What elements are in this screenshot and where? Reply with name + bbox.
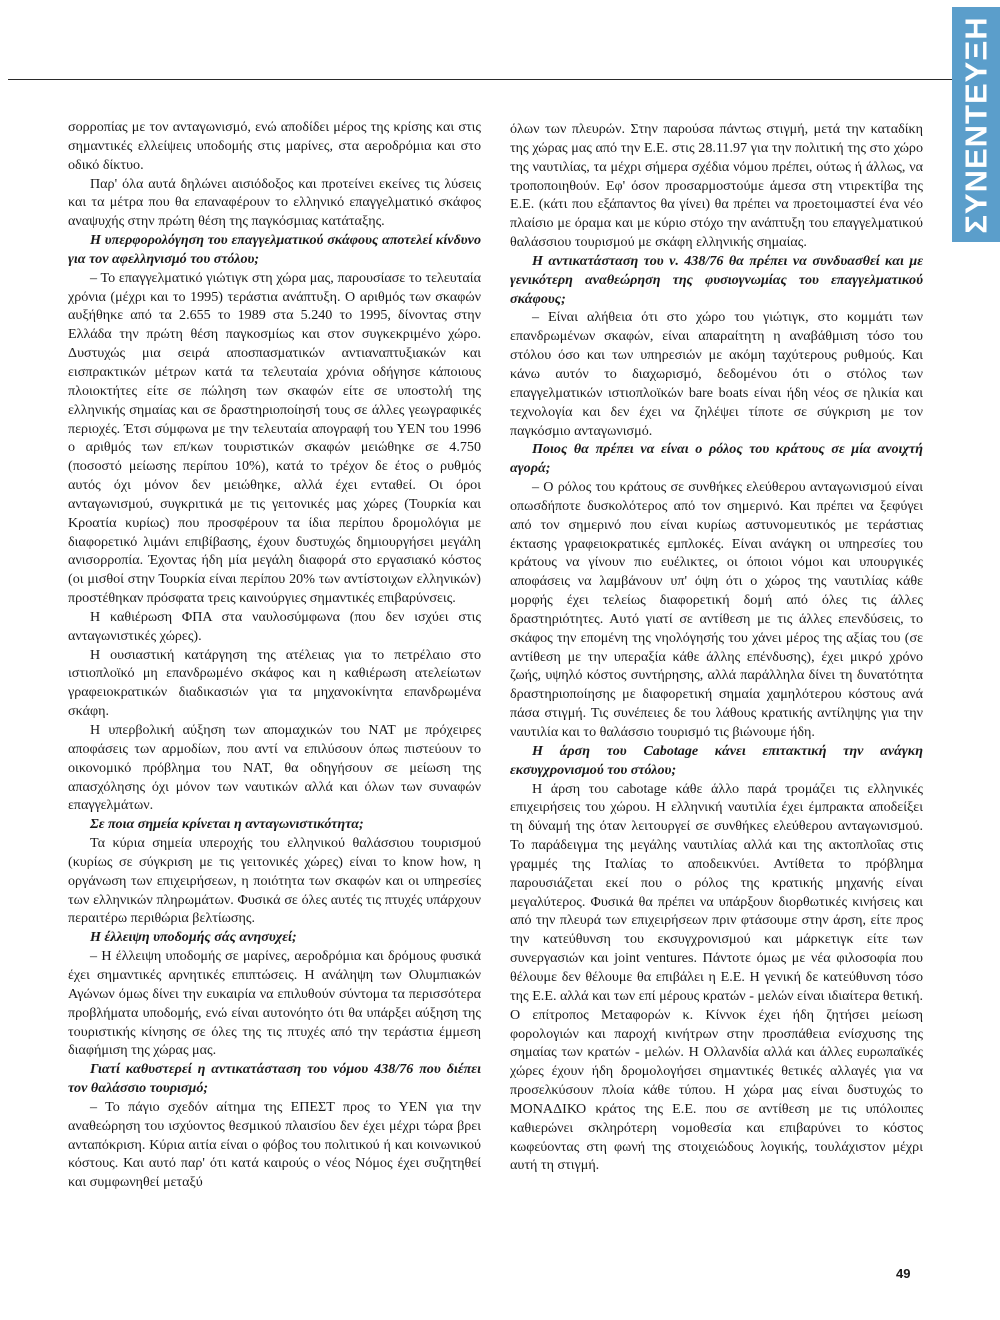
page-number: 49	[896, 1266, 911, 1281]
question-heading: Η αντικατάσταση του ν. 438/76 θα πρέπει να συνδυασθεί και με γενικότερη αναθεώρηση της φυσιογνωμίας του επαγγελματικού σκάφους;	[510, 252, 923, 307]
paragraph: – Ο ρόλος του κράτους σε συνθήκες ελεύθερου ανταγωνισμού είναι οπωσδήποτε δυσκολότερος από τον σημερινό. Και πρέπει να ξεφύγει από τον σημερινό που είναι κυρίως αστυνομευτικός με τεράστιας έκτασης γραφειοκρατικές εμπλοκές. Είναι ανάγκη οι υπηρεσίες του κράτους να γίνουν πιο ευέλικτες, οι όποιοι νόμοι και υπουργικές αποφάσεις να λαμβάνουν υπ' όψη ότι ο χώρος της ναυτιλίας κάθε μορφής έχει τελείως διαφορετική δομή από όλες τις άλλες δραστηριότητες. Αυτό γιατί σε αντίθεση με τις άλλες επενδύσεις, το σκάφος την επομένη της νηολόγησής του χάνει μέρος της αξίας του (σε αντίθεση με την υπεραξία κάθε άλλης επένδυσης), έχει μικρό χρόνο ζωής, υψηλό κόστος συντήρησης, αλλά παράλληλα δίνει τη δυνατότητα δραστηριοποίησης με διαφορετική σημαία χαμηλότερου κόστους ανά πάσα στιγμή. Τις συνέπειες δε του λάθους κρατικής αντίληψης για την ναυτιλία και το θαλάσσιο τουρισμό τις βιώνουμε ήδη.	[510, 479, 923, 740]
paragraph: Παρ' όλα αυτά δηλώνει αισιόδοξος και προτείνει εκείνες τις λύσεις και τα μέτρα που θα επαναφέρουν το ελληνικό επαγγελματικό σκάφος αναψυχής στην πρώτη θέση της παγκόσμιας κατάταξης.	[68, 175, 481, 230]
question-heading: Η έλλειψη υποδομής σάς ανησυχεί;	[90, 929, 297, 946]
paragraph: – Το επαγγελματικό γιώτιγκ στη χώρα μας, παρουσίασε το τελευταία χρόνια (μέχρι και το 1995) τεράστια ανάπτυξη. Ο αριθμός των σκαφών αυξήθηκε από τα 2.655 το 1989 στα 5.240 το 1995, δίνοντας στην Ελλάδα την πρώτη θέση παγκοσμίως και στον συγκεκριμένο χώρο. Δυστυχώς μια σειρά αποσπασματικών αντιαναπτυξιακών και εισπρακτικών μέτρων κατά τα τελευταία χρόνια οδήγησε κάποιους πλοιοκτήτες είτε σε πώληση των σκαφών είτε σε υποστολή της ελληνικής σημαίας και σε δραστηριοποίησή τους σε άλλες γεωγραφικές περιοχές. Έτσι σύμφωνα με την τελευταία απογραφή του ΥΕΝ του 1996 ο αριθμός των επ/κων τουριστικών σκαφών μειώθηκε σε 4.750 (ποσοστό μείωσης περίπου 10%), κατά το τρέχον δε έτος ο ρυθμός αυτός όχι μόνον δεν μειώθηκε, αλλά έχει ενταθεί. Οι όροι ανταγωνισμού, συγκριτικά με τις γειτονικές μας χώρες (Τουρκία και Κροατία κυρίως) που προσφέρουν τα ίδια περίπου δρομολόγια με διαφορετικό λιμάνι επιβίβασης, έχουν δυστυχώς δημιουργήσει μεγάλη ανισορροπία. Έχοντας ήδη μία μεγάλη διαφορά στο εργασιακό κόστος (οι μισθοί στην Τουρκία είναι περίπου 20% των αντίστοιχων ελληνικών) προστέθηκαν πρόσφατα τρεις καινούργιες σημαντικές επιβαρύνσεις.	[68, 269, 481, 607]
paragraph: – Είναι αλήθεια ότι στο χώρο του γιώτιγκ, στο κομμάτι των επανδρωμένων σκαφών, είναι απαραίτητη η αναβάθμιση τόσο του στόλου όσο και των υπηρεσιών με ακόμη ταχύτερους ρυθμούς. Και κάνω αυτόν το διαχωρισμό, δεδομένου ότι ο στόλος των επαγγελματικών ιστιοπλοϊκών bare boats είναι ήδη νέος σε ηλικία και τεχνολογία και δεν έχει να ζηλέψει τίποτε σε σύγκριση με τον παγκόσμιο ανταγωνισμό.	[510, 309, 923, 439]
question-heading: Η υπερφορολόγηση του επαγγελματικού σκάφους αποτελεί κίνδυνο για τον αφελληνισμό του στόλου;	[68, 232, 481, 267]
paragraph: σορροπίας με τον ανταγωνισμό, ενώ αποδίδει μέρος της κρίσης και στις σημαντικές ελλείψεις υποδομής στις μαρίνες, στα αεροδρόμια και στο οδικό δίκτυο.	[68, 119, 481, 173]
paragraph: Η καθιέρωση ΦΠΑ στα ναυλοσύμφωνα (που δεν ισχύει στις ανταγωνιστικές χώρες).	[68, 608, 481, 644]
right-column	[510, 120, 923, 1175]
section-tab-label: ΣΥΝΕΝΤΕΥΞΗ	[958, 15, 994, 234]
header-rule	[8, 79, 952, 80]
paragraph: όλων των πλευρών. Στην παρούσα πάντως στιγμή, μετά την καταδίκη της χώρας μας από την Ε.Ε. στις 28.11.97 για την πολιτική της στο χώρο της ναυτιλίας, τα μέχρι σήμερα σχέδια νόμου πρέπει, ούτως ή άλλως, να τροποποιηθούν. Εφ' όσον προσαρμοστούμε άμεσα στη ντιρεκτίβα της Ε.Ε. (κάτι που εξάπαντος θα γίνει) θα πρέπει να προετοιμαστεί ένα νέο πλαίσιο με όραμα και με κύριο στόχο την ανάπτυξη του επαγγελματικού θαλάσσιου τουρισμού με σκάφη ελληνικής σημαίας.	[510, 121, 923, 251]
paragraph: Η ουσιαστική κατάργηση της ατέλειας για το πετρέλαιο στο ιστιοπλοϊκό μη επανδρωμένο σκάφος και η καθιέρωση ατελείωτων γραφειοκρατικών διαδικασιών για τα μηχανοκίνητα επανδρωμένα σκάφη.	[68, 646, 481, 720]
section-tab	[952, 7, 1000, 242]
paragraph: Η υπερβολική αύξηση των απομαχικών του ΝΑΤ με πρόχειρες αποφάσεις των αρμοδίων, που αντί να επιλύσουν όπως πιστεύουν το οικονομικό πρόβλημα του ΝΑΤ, θα οδηγήσουν σε μείωση της απασχόλησης όχι μόνον των ναυτικών αλλά και όλων των συναφών επαγγελμάτων.	[68, 722, 481, 814]
left-column	[68, 118, 481, 1192]
question-heading: Γιατί καθυστερεί η αντικατάσταση του νόμου 438/76 που διέπει τον θαλάσσιο τουρισμό;	[68, 1061, 481, 1097]
question-heading: Ποιος θα πρέπει να είναι ο ρόλος του κράτους σε μία ανοιχτή αγορά;	[510, 441, 923, 477]
paragraph: Η άρση του cabotage κάθε άλλο παρά τρομάζει τις ελληνικές επιχειρήσεις του χώρου. Η ελληνική ναυτιλία έχει έμπρακτα αποδείξει τη δύναμή της όταν λειτουργεί σε συνθήκες ελεύθερου ανταγωνισμού. Το παράδειγμα της μεγάλης ναυτιλίας αλλά και της ακτοπλοΐας στις γραμμές της Ιταλίας το αποδεικνύει. Αντίθετα το πρόβλημα παρουσιάζεται εκεί που ο ρόλος της κρατικής μηχανής είναι μεγαλύτερος. Φυσικά θα πρέπει να υπάρξουν διορθωτικές κινήσεις και από την πλευρά των επιχειρήσεων πριν φτάσουμε στην άρση, είτε προς την κατεύθυνση του εκσυγχρονισμού και μάρκετιγκ είτε των συνεργασιών και joint ventures. Πάντοτε όμως με νέα φιλοσοφία που θέλουμε δεν θέλουμε θα επιβάλει η Ε.Ε. Η γενική δε κατεύθυνση τόσο της Ε.Ε. αλλά και των επί μέρους κρατών - μελών είναι ιδιαίτερα θετική. Ο επίτροπος Μεταφορών κ. Κίννοκ έχει ήδη ζητήσει μείωση φορολογιών και παροχή κινήτρων στην προσπάθεια ενίσχυσης της σημαίας των κρατών - μελών. Η Ολλανδία αλλά και άλλες ευρωπαϊκές χώρες έχουν ήδη δρομολογήσει σημαντικές θετικές αλλαγές για να προσελκύσουν πλοία κάθε τύπου. Η χώρα μας είναι δυστυχώς το ΜΟΝΑΔΙΚΟ κράτος της Ε.Ε. που σε αντίθεση με τις υπόλοιπες καθιερώνει σκληρότερη νομοθεσία και επιβαρύνει το κόστος κωφεύοντας στη φωνή της στοιχειώδους λογικής, τουλάχιστον μέχρι αυτή τη στιγμή.	[510, 780, 923, 1174]
question-heading: Σε ποια σημεία κρίνεται η ανταγωνιστικότητα;	[90, 816, 364, 833]
paragraph: Τα κύρια σημεία υπεροχής του ελληνικού θαλάσσιου τουρισμού (κυρίως σε σύγκριση με τις γειτονικές χώρες) είναι το know how, η οργάνωση των επιχειρήσεων, η ποιότητα των σκαφών και οι υπηρεσίες των ελληνικών πληρωμάτων. Φυσικά σε όλες αυτές τις πτυχές υπάρχουν περαιτέρω περιθώρια βελτίωσης.	[68, 835, 481, 927]
paragraph: – Η έλλειψη υποδομής σε μαρίνες, αεροδρόμια και δρόμους φυσικά έχει σημαντικές αρνητικές επιπτώσεις. Η ανάληψη των Ολυμπιακών Αγώνων όμως δίνει την ευκαιρία να επιλυθούν σύντομα τα περισσότερα προβλήματα υποδομής, ενώ είναι αυτονόητο ότι θα υπάρξει αύξηση της τουριστικής κίνησης σε όλες της τις πτυχές από την τεράστια έμμεση διαφήμιση της χώρας μας.	[68, 948, 481, 1059]
paragraph: – Το πάγιο σχεδόν αίτημα της ΕΠΕΣΤ προς το ΥΕΝ για την αναθεώρηση του ισχύοντος θεσμικού πλαισίου δεν έχει μέχρι τώρα βρει ανταπόκριση. Κύρια αιτία είναι ο φόβος του πολιτικού ή και κοινωνικού κόστους. Και αυτό παρ' ότι κατά καιρούς ο νέος Νόμος έχει συζητηθεί και συμφωνηθεί μεταξύ	[68, 1098, 481, 1191]
question-heading: Η άρση του Cabotage κάνει επιτακτική την ανάγκη εκσυγχρονισμού του στόλου;	[510, 742, 923, 778]
